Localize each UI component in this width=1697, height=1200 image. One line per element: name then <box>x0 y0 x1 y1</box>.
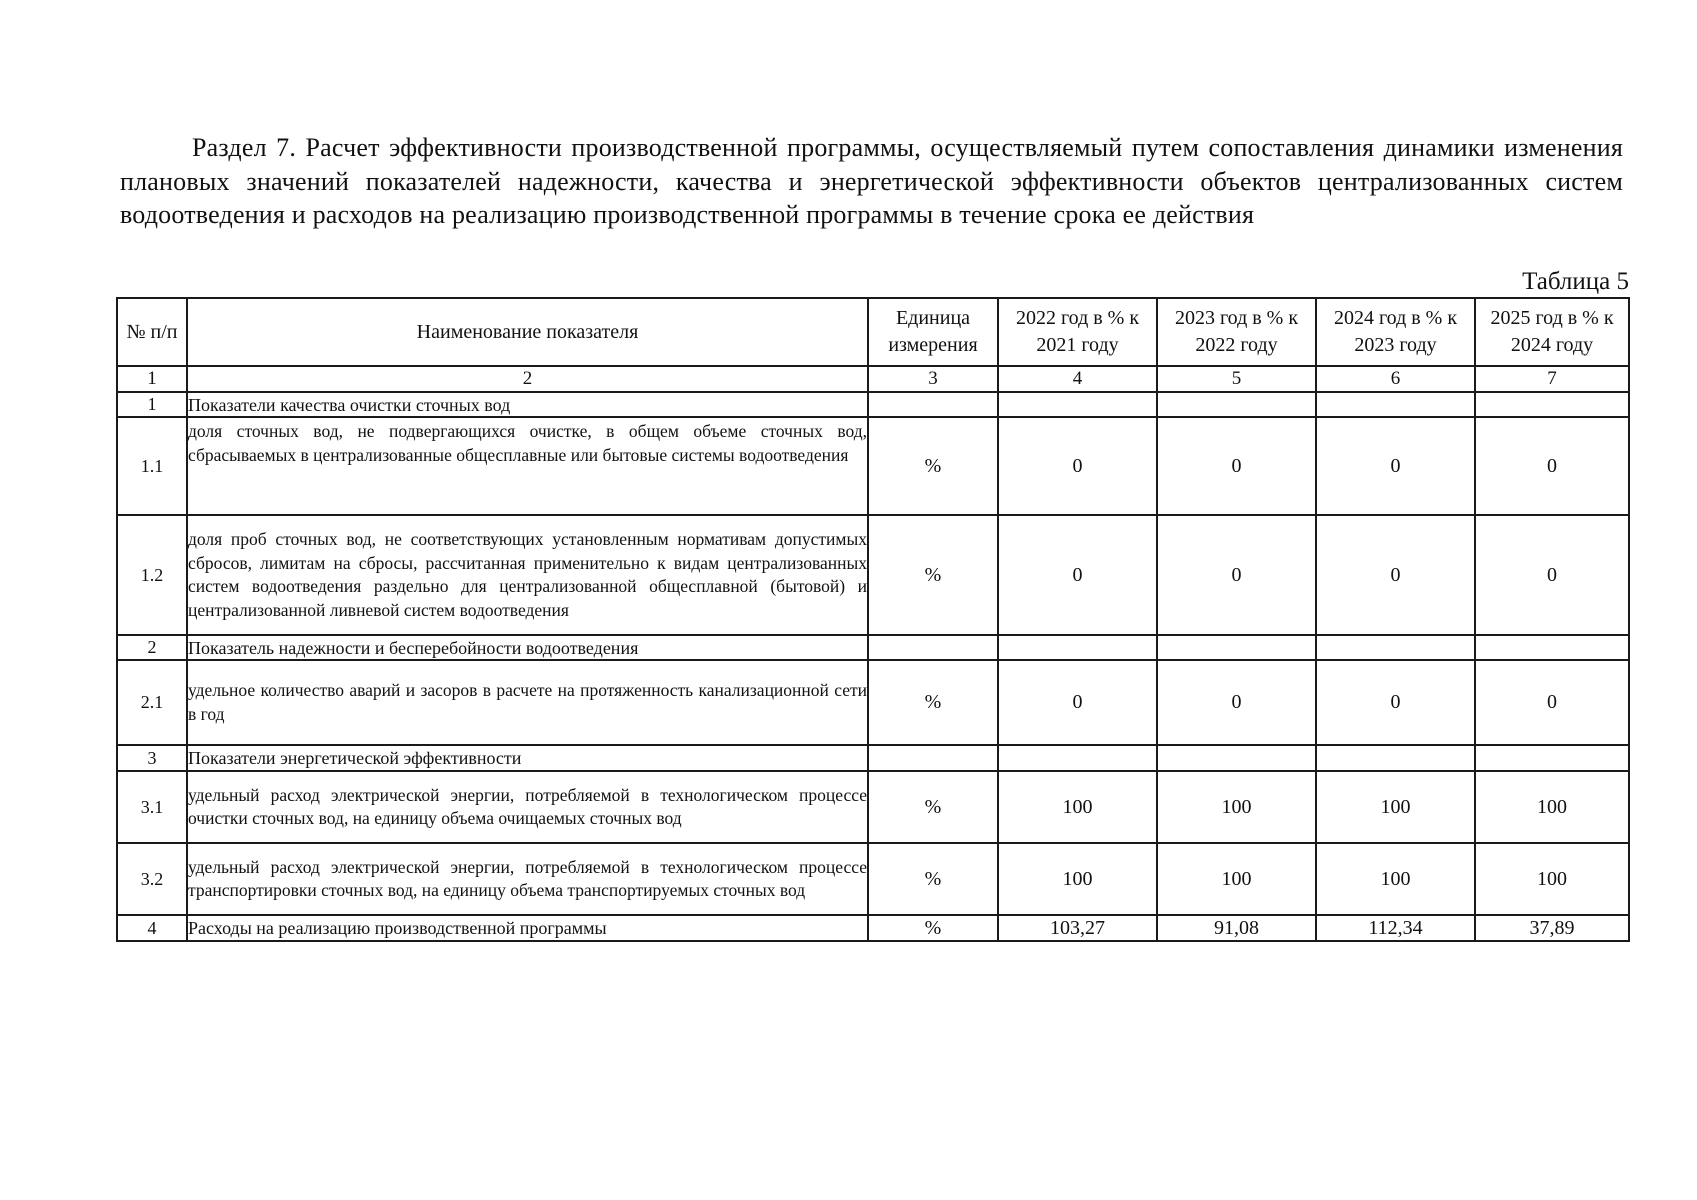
value-2024: 0 <box>1316 417 1475 515</box>
column-number: 2 <box>187 366 868 392</box>
table-row <box>117 771 1629 843</box>
row-number: 3.1 <box>117 771 187 843</box>
header-2024: 2024 год в % к 2023 году <box>1316 298 1475 366</box>
unit-cell <box>868 392 998 417</box>
row-number: 1.1 <box>117 417 187 515</box>
header-row <box>117 298 1629 366</box>
efficiency-table <box>116 297 1630 942</box>
value-2022: 0 <box>998 515 1157 635</box>
column-number: 4 <box>998 366 1157 392</box>
value-2023: 100 <box>1157 843 1316 915</box>
unit-cell: % <box>868 417 998 515</box>
header-2023: 2023 год в % к 2022 году <box>1157 298 1316 366</box>
indicator-group-name: Показатель надежности и бесперебойности водоотведения <box>187 635 868 660</box>
value-2025: 100 <box>1475 843 1629 915</box>
section-heading: Раздел 7. Расчет эффективности производственной программы, осуществляемый путем сопоставления динамики изменения плановых значений показателей надежности, качества и энергетической эффективности объектов централизованных систем водоотведения и расходов на реализацию производственной программы в течение срока ее действия <box>120 133 1623 229</box>
value-2023 <box>1157 392 1316 417</box>
value-2024: 0 <box>1316 660 1475 745</box>
column-number: 1 <box>117 366 187 392</box>
indicator-group-name: Показатели качества очистки сточных вод <box>187 392 868 417</box>
value-2024: 100 <box>1316 843 1475 915</box>
value-2025: 100 <box>1475 771 1629 843</box>
header-unit: Единица измерения <box>868 298 998 366</box>
row-number: 3.2 <box>117 843 187 915</box>
value-2025: 37,89 <box>1475 915 1629 941</box>
value-2025: 0 <box>1475 515 1629 635</box>
unit-cell <box>868 745 998 771</box>
value-2023 <box>1157 635 1316 660</box>
value-2024: 0 <box>1316 515 1475 635</box>
header-name: Наименование показателя <box>187 298 868 366</box>
value-2022 <box>998 745 1157 771</box>
value-2025 <box>1475 635 1629 660</box>
column-number-row <box>117 366 1629 392</box>
row-number: 3 <box>117 745 187 771</box>
value-2023 <box>1157 745 1316 771</box>
table-row <box>117 745 1629 771</box>
value-2022: 103,27 <box>998 915 1157 941</box>
value-2023: 100 <box>1157 771 1316 843</box>
indicator-name: Расходы на реализацию производственной программы <box>187 915 868 941</box>
value-2025 <box>1475 745 1629 771</box>
value-2022: 0 <box>998 417 1157 515</box>
value-2025: 0 <box>1475 417 1629 515</box>
row-number: 2.1 <box>117 660 187 745</box>
value-2022: 0 <box>998 660 1157 745</box>
table-row <box>117 392 1629 417</box>
value-2022: 100 <box>998 771 1157 843</box>
indicator-group-name: Показатели энергетической эффективности <box>187 745 868 771</box>
table-row <box>117 843 1629 915</box>
row-number: 2 <box>117 635 187 660</box>
value-2024 <box>1316 745 1475 771</box>
value-2022: 100 <box>998 843 1157 915</box>
unit-cell: % <box>868 660 998 745</box>
value-2024: 112,34 <box>1316 915 1475 941</box>
column-number: 5 <box>1157 366 1316 392</box>
value-2024 <box>1316 392 1475 417</box>
unit-cell: % <box>868 771 998 843</box>
value-2023: 0 <box>1157 660 1316 745</box>
row-number: 1.2 <box>117 515 187 635</box>
indicator-name: доля сточных вод, не подвергающихся очистке, в общем объеме сточных вод, сбрасываемых в централизованные общесплавные или бытовые системы водоотведения <box>187 417 868 515</box>
value-2024 <box>1316 635 1475 660</box>
table-row <box>117 515 1629 635</box>
header-2022: 2022 год в % к 2021 году <box>998 298 1157 366</box>
value-2025: 0 <box>1475 660 1629 745</box>
value-2024: 100 <box>1316 771 1475 843</box>
unit-cell: % <box>868 843 998 915</box>
unit-cell: % <box>868 515 998 635</box>
unit-cell: % <box>868 915 998 941</box>
column-number: 7 <box>1475 366 1629 392</box>
indicator-name: удельный расход электрической энергии, потребляемой в технологическом процессе очистки сточных вод, на единицу объема очищаемых сточных вод <box>187 771 868 843</box>
row-number: 1 <box>117 392 187 417</box>
table-caption: Таблица 5 <box>1522 268 1629 295</box>
indicator-name: удельное количество аварий и засоров в расчете на протяженность канализационной сети в год <box>187 660 868 745</box>
value-2023: 0 <box>1157 515 1316 635</box>
value-2023: 91,08 <box>1157 915 1316 941</box>
row-number: 4 <box>117 915 187 941</box>
value-2022 <box>998 392 1157 417</box>
value-2022 <box>998 635 1157 660</box>
table-row <box>117 417 1629 515</box>
table-row <box>117 915 1629 941</box>
indicator-name: доля проб сточных вод, не соответствующих установленным нормативам допустимых сбросов, лимитам на сбросы, рассчитанная применительно к видам централизованных систем водоотведения раздельно для централизованной общесплавной (бытовой) и централизованной ливневой систем водоотведения <box>187 515 868 635</box>
column-number: 6 <box>1316 366 1475 392</box>
table-row <box>117 635 1629 660</box>
header-2025: 2025 год в % к 2024 году <box>1475 298 1629 366</box>
unit-cell <box>868 635 998 660</box>
column-number: 3 <box>868 366 998 392</box>
value-2023: 0 <box>1157 417 1316 515</box>
table-row <box>117 660 1629 745</box>
value-2025 <box>1475 392 1629 417</box>
header-num: № п/п <box>117 298 187 366</box>
indicator-name: удельный расход электрической энергии, потребляемой в технологическом процессе транспортировки сточных вод, на единицу объема транспортируемых сточных вод <box>187 843 868 915</box>
